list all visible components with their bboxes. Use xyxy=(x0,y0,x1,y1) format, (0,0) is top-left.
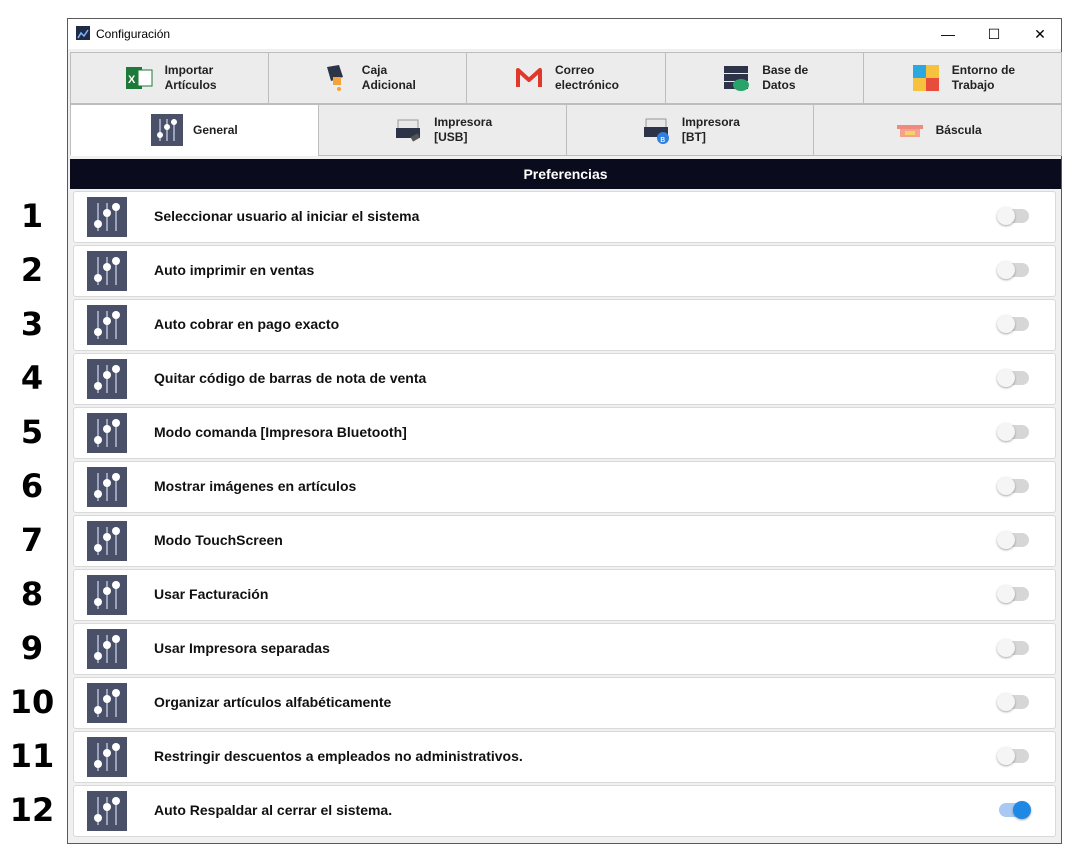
preference-label: Auto cobrar en pago exacto xyxy=(154,316,340,332)
toggle-knob xyxy=(997,693,1015,711)
tab-general[interactable] xyxy=(70,104,319,156)
toggle-knob xyxy=(997,423,1015,441)
preference-label: Modo comanda [Impresora Bluetooth] xyxy=(154,424,407,440)
cash-box-icon xyxy=(320,62,352,94)
tab-importar-articulos[interactable] xyxy=(70,52,269,104)
row-number: 3 xyxy=(20,305,44,343)
sliders-icon xyxy=(87,359,127,399)
tab-label: Báscula xyxy=(935,122,982,137)
minimize-button[interactable]: — xyxy=(941,26,955,42)
tab-entorno-de-trabajo[interactable] xyxy=(863,52,1062,104)
scale-icon xyxy=(894,114,926,146)
toggle-knob xyxy=(997,261,1015,279)
bottom-tabs xyxy=(70,104,1061,156)
preference-label: Auto imprimir en ventas xyxy=(154,262,315,278)
database-icon xyxy=(720,62,752,94)
row-number: 11 xyxy=(9,737,55,775)
preference-row xyxy=(74,354,1055,404)
bluetooth-printer-icon xyxy=(640,114,672,146)
sliders-icon xyxy=(87,197,127,237)
sliders-icon xyxy=(151,114,183,146)
workspace-icon xyxy=(910,62,942,94)
section-header: Preferencias xyxy=(70,159,1061,189)
preference-label: Quitar código de barras de nota de venta xyxy=(154,370,427,386)
tab-label: Importar Artículos xyxy=(164,63,217,92)
tab-caja-adicional[interactable] xyxy=(268,52,467,104)
toggle-knob xyxy=(997,207,1015,225)
toggle-knob xyxy=(997,531,1015,549)
tab-label: Entorno de Trabajo xyxy=(951,63,1016,92)
row-number: 7 xyxy=(20,521,44,559)
tab-label: Caja Adicional xyxy=(361,63,416,92)
toggle-knob xyxy=(997,477,1015,495)
preference-toggle[interactable] xyxy=(999,209,1029,223)
preference-row xyxy=(74,408,1055,458)
tab-bascula[interactable] xyxy=(813,104,1062,156)
usb-printer-icon xyxy=(392,114,424,146)
preference-toggle[interactable] xyxy=(999,641,1029,655)
preference-row xyxy=(74,678,1055,728)
tab-correo-electronico[interactable] xyxy=(466,52,665,104)
preference-row xyxy=(74,786,1055,836)
preference-row xyxy=(74,300,1055,350)
row-number: 9 xyxy=(20,629,44,667)
preference-row xyxy=(74,246,1055,296)
maximize-button[interactable]: ☐ xyxy=(987,25,1001,42)
preference-row xyxy=(74,624,1055,674)
sliders-icon xyxy=(87,629,127,669)
tab-label: Correo electrónico xyxy=(554,63,620,92)
preference-label: Modo TouchScreen xyxy=(154,532,283,548)
sliders-icon xyxy=(87,575,127,615)
sliders-icon xyxy=(87,467,127,507)
preference-label: Auto Respaldar al cerrar el sistema. xyxy=(154,802,393,818)
preference-toggle[interactable] xyxy=(999,371,1029,385)
preference-toggle[interactable] xyxy=(999,587,1029,601)
preference-toggle[interactable] xyxy=(999,263,1029,277)
preference-row xyxy=(74,192,1055,242)
preference-toggle[interactable] xyxy=(999,533,1029,547)
preference-label: Usar Facturación xyxy=(154,586,269,602)
sliders-icon xyxy=(87,521,127,561)
row-number: 4 xyxy=(20,359,44,397)
sliders-icon xyxy=(87,791,127,831)
row-number: 6 xyxy=(20,467,44,505)
sliders-icon xyxy=(87,683,127,723)
row-number: 10 xyxy=(9,683,55,721)
tab-label: General xyxy=(193,122,238,137)
app-icon xyxy=(76,26,90,40)
row-number: 12 xyxy=(9,791,55,829)
sliders-icon xyxy=(87,737,127,777)
sliders-icon xyxy=(87,413,127,453)
preference-toggle[interactable] xyxy=(999,479,1029,493)
tab-label: Impresora [BT] xyxy=(681,115,740,144)
svg-text:ʙ: ʙ xyxy=(659,135,666,145)
preference-toggle[interactable] xyxy=(999,317,1029,331)
preference-label: Organizar artículos alfabéticamente xyxy=(154,694,392,710)
preference-label: Restringir descuentos a empleados no administrativos. xyxy=(154,748,523,764)
preference-row xyxy=(74,570,1055,620)
window-title: Configuración xyxy=(96,27,171,41)
excel-icon xyxy=(123,62,155,94)
top-tabs xyxy=(70,52,1061,104)
tab-label: Impresora [USB] xyxy=(434,115,493,144)
tab-base-de-datos[interactable] xyxy=(665,52,864,104)
toggle-knob xyxy=(997,747,1015,765)
preference-row xyxy=(74,462,1055,512)
row-number: 5 xyxy=(20,413,44,451)
svg-text:X: X xyxy=(127,74,135,86)
tab-label: Base de Datos xyxy=(762,63,809,92)
config-window xyxy=(67,18,1062,844)
toggle-knob xyxy=(997,315,1015,333)
sliders-icon xyxy=(87,251,127,291)
preference-label: Mostrar imágenes en artículos xyxy=(154,478,357,494)
toggle-knob xyxy=(1013,801,1031,819)
preference-label: Usar Impresora separadas xyxy=(154,640,330,656)
preference-toggle[interactable] xyxy=(999,803,1029,817)
toggle-knob xyxy=(997,585,1015,603)
row-number: 1 xyxy=(20,197,44,235)
toggle-knob xyxy=(997,369,1015,387)
preference-label: Seleccionar usuario al iniciar el sistema xyxy=(154,208,420,224)
preference-row xyxy=(74,516,1055,566)
row-number: 8 xyxy=(20,575,44,613)
tab-impresora-usb[interactable] xyxy=(318,104,567,156)
tab-impresora-bt[interactable] xyxy=(566,104,815,156)
sliders-icon xyxy=(87,305,127,345)
titlebar xyxy=(68,19,1061,49)
toggle-knob xyxy=(997,639,1015,657)
preference-toggle[interactable] xyxy=(999,425,1029,439)
preference-toggle[interactable] xyxy=(999,749,1029,763)
close-button[interactable]: ✕ xyxy=(1034,25,1046,42)
row-number: 2 xyxy=(20,251,44,289)
preference-toggle[interactable] xyxy=(999,695,1029,709)
gmail-icon xyxy=(513,62,545,94)
preference-row xyxy=(74,732,1055,782)
